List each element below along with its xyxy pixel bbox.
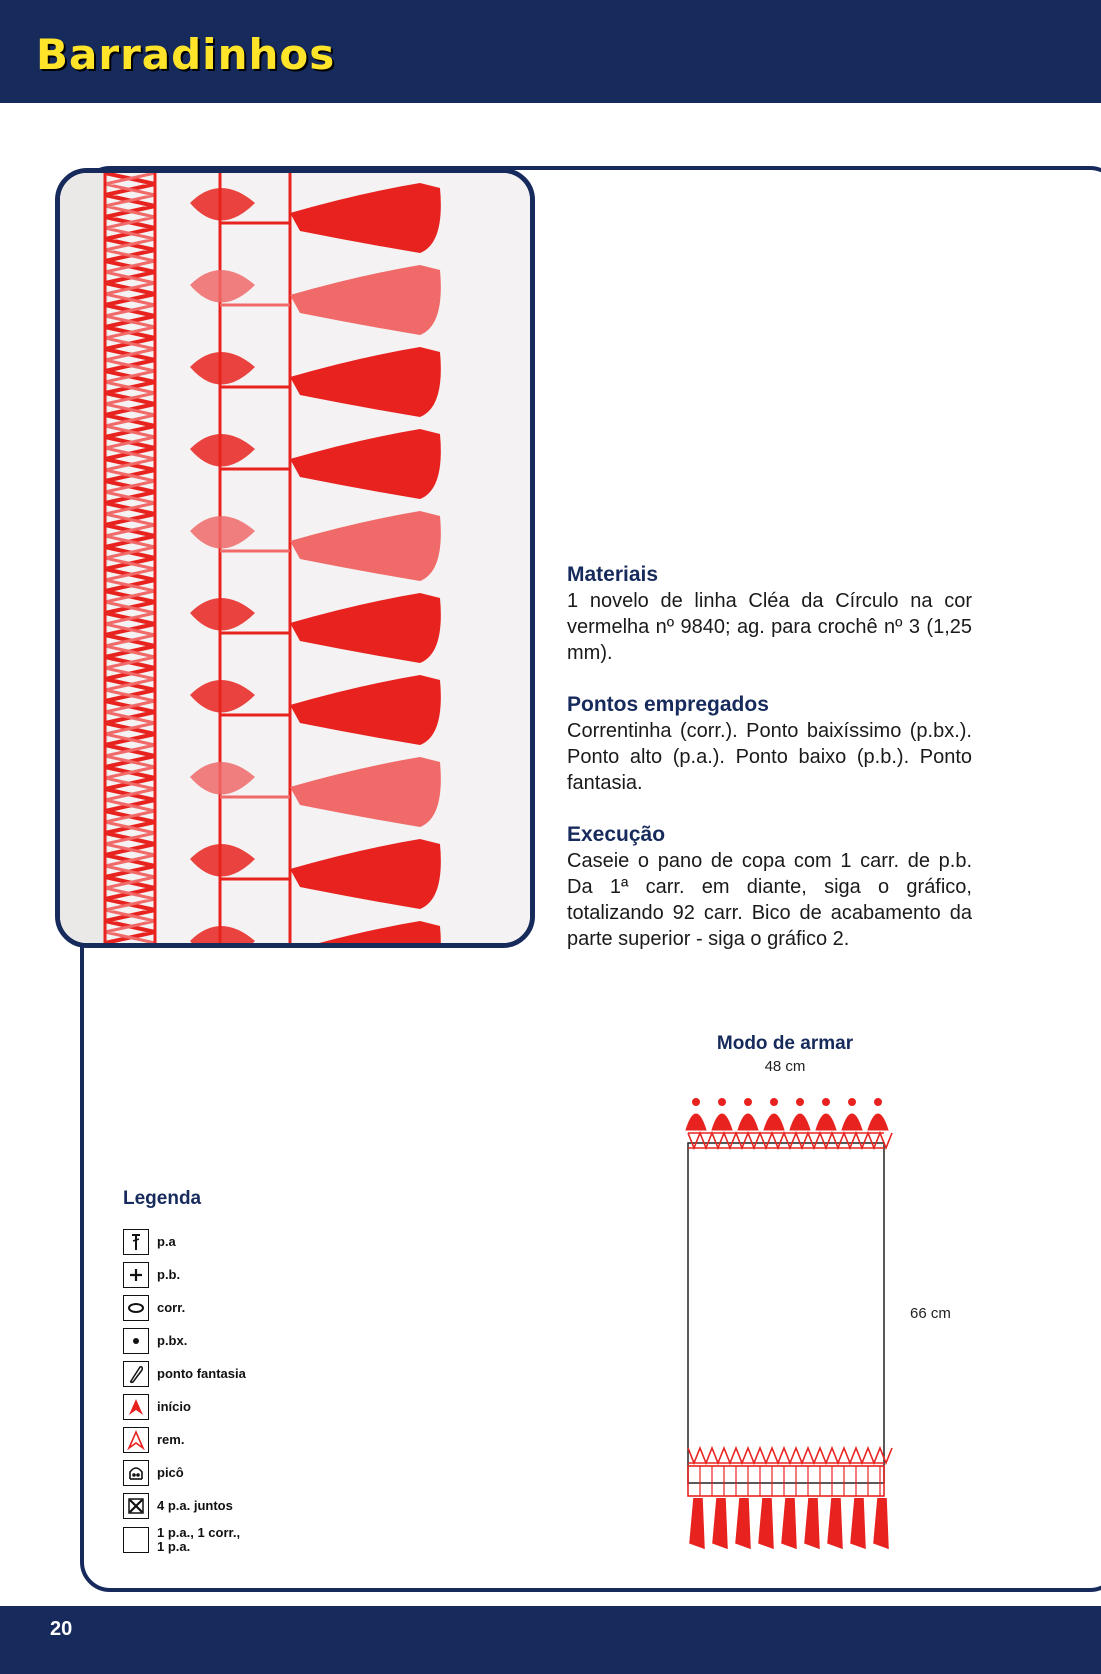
assembly-diagram bbox=[676, 1088, 900, 1563]
legend-item bbox=[123, 1456, 247, 1489]
diagram-pico bbox=[693, 1099, 699, 1105]
execucao-body: Caseie o pano de copa com 1 carr. de p.b. Da 1ª carr. em diante, siga o gráfico, totalizando 92 carr. Bico de acabamento da parte superior - siga o gráfico 2. bbox=[567, 850, 972, 950]
4pa-juntos-icon bbox=[123, 1493, 149, 1519]
diagram-pico bbox=[875, 1099, 881, 1105]
legend-label: corr. bbox=[157, 1299, 186, 1315]
pbx-icon bbox=[123, 1328, 149, 1354]
pico-icon bbox=[123, 1460, 149, 1486]
diagram-title: Modo de armar bbox=[716, 1033, 854, 1054]
diagram-pico bbox=[745, 1099, 751, 1105]
diagram-fan bbox=[686, 1114, 706, 1130]
diagram-fringe bbox=[690, 1498, 704, 1548]
instructions bbox=[567, 562, 972, 978]
diagram-fringe bbox=[759, 1498, 773, 1548]
height-dimension: 66 cm bbox=[910, 1305, 951, 1322]
legend-item bbox=[123, 1225, 247, 1258]
legend-item bbox=[123, 1522, 247, 1558]
legend-label: rem. bbox=[157, 1431, 185, 1447]
diagram-fan bbox=[868, 1114, 888, 1130]
diagram-fan bbox=[790, 1114, 810, 1130]
diagram-pico bbox=[797, 1099, 803, 1105]
legend-title: Legenda bbox=[123, 1188, 202, 1209]
diagram-fan bbox=[764, 1114, 784, 1130]
materiais-heading: Materiais bbox=[567, 563, 659, 586]
legend-label: início bbox=[157, 1398, 191, 1414]
footer-bar bbox=[0, 1606, 1101, 1674]
legend-item bbox=[123, 1324, 247, 1357]
materiais-body: 1 novelo de linha Cléa da Círculo na cor vermelha nº 9840; ag. para crochê nº 3 (1,25 mm). bbox=[567, 590, 972, 664]
legend-list bbox=[123, 1225, 247, 1558]
width-dimension: 48 cm bbox=[764, 1058, 806, 1075]
pb-icon bbox=[123, 1262, 149, 1288]
legend-label: ponto fantasia bbox=[157, 1365, 246, 1381]
ponto-fantasia-icon bbox=[123, 1361, 149, 1387]
diagram-fringe bbox=[782, 1498, 796, 1548]
diagram-fringe bbox=[828, 1498, 842, 1548]
diagram-fringe bbox=[805, 1498, 819, 1548]
legend-item bbox=[123, 1291, 247, 1324]
diagram-fan bbox=[738, 1114, 758, 1130]
diagram-pico bbox=[719, 1099, 725, 1105]
empty-square-icon bbox=[123, 1527, 149, 1553]
pontos-body: Correntinha (corr.). Ponto baixíssimo (p.bx.). Ponto alto (p.a.). Ponto baixo (p.b.). Ponto fantasia. bbox=[567, 720, 972, 794]
diagram-pico bbox=[771, 1099, 777, 1105]
legend-label: 4 p.a. juntos bbox=[157, 1497, 233, 1513]
legend-label: picô bbox=[157, 1464, 184, 1480]
crochet-border-photo bbox=[55, 168, 535, 948]
page-number: 20 bbox=[50, 1618, 73, 1640]
legend-item bbox=[123, 1258, 247, 1291]
pontos-heading: Pontos empregados bbox=[567, 693, 769, 716]
legend-item bbox=[123, 1489, 247, 1522]
pa-icon bbox=[123, 1229, 149, 1255]
execucao-heading: Execução bbox=[567, 823, 666, 846]
corr-icon bbox=[123, 1295, 149, 1321]
diagram-fringe bbox=[736, 1498, 750, 1548]
diagram-fringe bbox=[713, 1498, 727, 1548]
legend-item bbox=[123, 1423, 247, 1456]
diagram-fan bbox=[712, 1114, 732, 1130]
page-title: Barradinhos bbox=[36, 30, 336, 79]
legend-item bbox=[123, 1390, 247, 1423]
diagram-pico bbox=[823, 1099, 829, 1105]
crochet-photo-illustration bbox=[60, 173, 530, 943]
rem-icon bbox=[123, 1427, 149, 1453]
diagram-fan bbox=[842, 1114, 862, 1130]
legend-label: p.bx. bbox=[157, 1332, 188, 1348]
diagram-fan bbox=[816, 1114, 836, 1130]
legend-label: p.a bbox=[157, 1233, 176, 1249]
inicio-icon bbox=[123, 1394, 149, 1420]
diagram-fringe bbox=[851, 1498, 865, 1548]
legend-label: 1 p.a., 1 corr., 1 p.a. bbox=[157, 1525, 241, 1554]
diagram-pico bbox=[849, 1099, 855, 1105]
diagram-fringe bbox=[874, 1498, 888, 1548]
legend-label: p.b. bbox=[157, 1266, 181, 1282]
legend-item bbox=[123, 1357, 247, 1390]
